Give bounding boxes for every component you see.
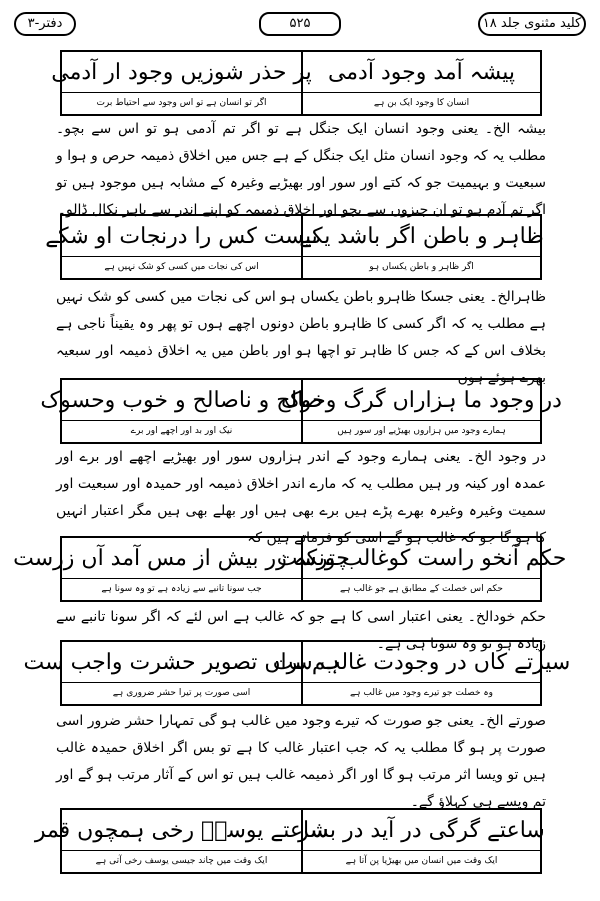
verse-first-gloss: حکم اس خصلت کے مطابق ہے جو غالب ہے [301, 578, 540, 600]
verse-second-gloss: جب سونا تانبے سے زیادہ ہے تو وہ سونا ہے [101, 584, 262, 594]
verse-box [51, 50, 542, 116]
verse-first-hemistich: پیشہ آمد وجود آدمی [301, 52, 540, 92]
commentary-paragraph: صورتے الخ۔ یعنی جو صورت کہ تیرے وجود میں غالب ہو گی تمہارا حشر ضرور اسی صورت پر ہو گا مطلب یہ کہ جب اعتبار غالب کا ہے تو بس اگر اخلاق حمیدہ غالب ہیں تو ویسا اثر مرتب ہو گا اور اگر ذمیمہ غالب ہیں تو اس کے آثار مرتب ہو گے اور تم ویسے ہی کہلاؤ گے۔ [56, 713, 546, 810]
verse-first-hemistich: در وجود ما ہزاراں گرگ وخوک [301, 380, 540, 420]
verse-second-hemistich: ہم براں تصویر حشرت واجب ست [23, 649, 340, 675]
verse-second-gloss: اسی صورت پر تیرا حشر ضروری ہے [112, 688, 251, 698]
verse-first-gloss: ہمارے وجود میں ہزاروں بھیڑیے اور سور ہیں [301, 420, 540, 442]
verse-box [23, 640, 571, 706]
volume-badge: دفتر-۳ [14, 12, 76, 36]
verse-box [13, 536, 567, 602]
verse-first-hemistich: سیرتے کاں در وجودت غالب ست [301, 642, 540, 682]
verse-first-gloss: اگر ظاہر و باطن یکساں ہو [301, 256, 540, 278]
verse-second-hemistich: صالح و ناصالح و خوب وحسوک [40, 387, 323, 413]
commentary-paragraph: حکم خودالخ۔ یعنی اعتبار اسی کا ہے جو کہ غالب ہے اس لئے کہ اگر سونا تانبے سے زیادہ ہو تو وہ سونا ہی ہے۔ [56, 609, 546, 652]
verse-second-gloss: اگر تو انسان ہے تو اس وجود سے احتیاط برت [96, 98, 267, 108]
verse-first-hemistich: حکم آنخو راست کوغالب ترست [301, 538, 540, 578]
verse-first-gloss: ایک وقت میں انسان میں بھیڑیا پن آتا ہے [301, 850, 540, 872]
verse-second-hemistich: چونکہ زر بیش از مس آمد آں زرست [13, 545, 350, 571]
verse-second-gloss: ایک وقت میں چاند جیسی یوسف رخی آتی ہے [95, 856, 268, 866]
page-header [14, 6, 586, 38]
verse-first-gloss: انسان کا وجود ایک بن ہے [301, 92, 540, 114]
commentary-paragraph: ظاہرالخ۔ یعنی جسکا ظاہرو باطن یکساں ہو اس کی نجات میں کسی کو شک نہیں ہے مطلب یہ کہ اگر کسی کا ظاہرو باطن دونوں اچھے ہوں تو پھر وہ یقیناً ناجی ہے بخلاف اس کے کہ جس کا ظاہر تو اچھا ہو اور باطن میں یہ اخلاق ذمیمہ اور سبعیہ بھرے ہوئے ہوں [56, 289, 546, 386]
verse-first-hemistich: ظاہر و باطن اگر باشد یکے [301, 216, 540, 256]
verse-second-gloss: نیک اور بد اور اچھے اور برے [130, 426, 233, 436]
commentary-paragraph: بیشہ الخ۔ یعنی وجود انسان ایک جنگل ہے تو اگر تم آدمی ہو تو اس سے بچو۔ مطلب یہ کہ وجود انسان مثل ایک جنگل کے ہے جس میں اخلاق ذمیمہ حرص و ہوا و سبعیت و بہیمیت جو کہ کتے اور سور اور بھیڑیے وغیرہ کے مشابہ ہیں موجود ہیں تو اگر تم آدم ہو تو ان چیزوں سے بچو اور اخلاق ذمیمہ کو اپنے اندر سے باہر نکال ڈالو۔ [56, 121, 546, 218]
book-title: کلید مثنوی جلد ۱۸ [478, 12, 586, 36]
commentary-paragraph: در وجود الخ۔ یعنی ہمارے وجود کے اندر ہزاروں سور اور بھیڑیے اچھے اور برے اور عمدہ اور کینہ ور ہیں مطلب یہ کہ مارے اندر اخلاق ذمیمہ اور حمیدہ اور سبعیت اور سمیت وغیرہ وغیرہ بھرے پڑے ہیں برے بھی ہیں اور بھلے بھی ہیں مگر اعتبار انہیں کا ہو گا جو کہ غالب ہو گے اسی کو فرماتے ہیں کہ [56, 449, 546, 546]
verse-second-hemistich: پر حذر شوزیں وجود ار آدمی [51, 59, 312, 85]
verse-first-hemistich: ساعتے گرگی در آید در بشر [301, 810, 540, 850]
verse-second-hemistich: ساعتے یوسفؑ رخی ہمچوں قمر [34, 817, 329, 843]
verse-box [34, 808, 545, 874]
verse-box [40, 378, 562, 444]
verse-second-hemistich: نیست کس را درنجات او شکے [45, 223, 318, 249]
verse-first-gloss: وہ خصلت جو تیرے وجود میں غالب ہے [301, 682, 540, 704]
verse-second-gloss: اس کی نجات میں کسی کو شک نہیں ہے [104, 262, 259, 272]
page-number: ۵۲۵ [259, 12, 341, 36]
verse-box [45, 214, 544, 280]
